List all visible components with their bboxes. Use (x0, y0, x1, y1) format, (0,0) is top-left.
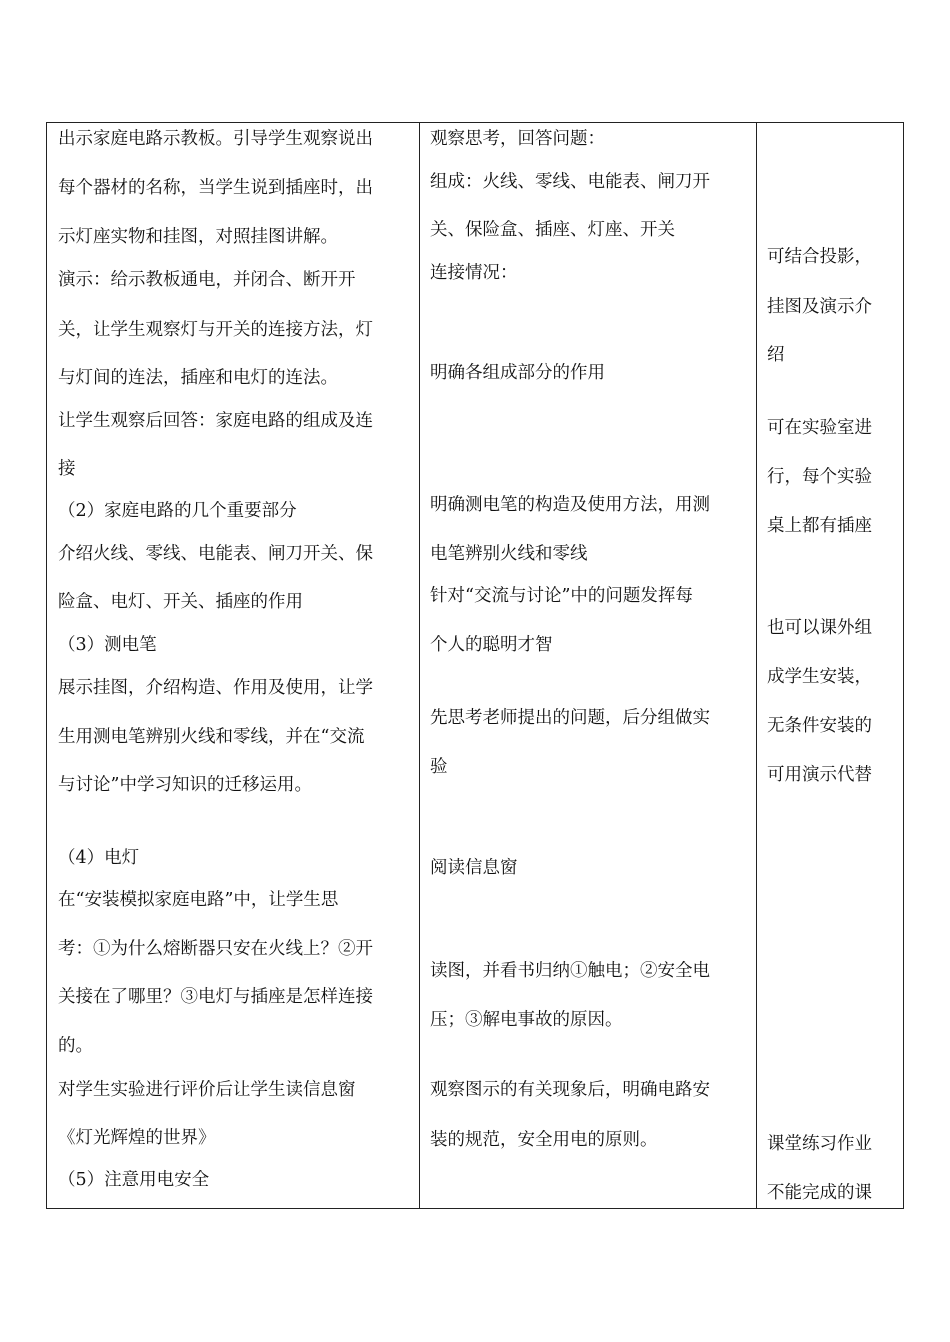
student-line: 针对“交流与讨论”中的问题发挥每 (430, 586, 693, 606)
note-line: 可结合投影， (767, 247, 872, 267)
column-divider (419, 123, 420, 1208)
student-line: 装的规范，安全用电的原则。 (430, 1130, 658, 1150)
student-activity-column (430, 123, 755, 1208)
teacher-line: 《灯光辉煌的世界》 (58, 1128, 216, 1148)
teacher-line: 每个器材的名称，当学生说到插座时，出 (58, 178, 373, 198)
note-line: 不能完成的课 (767, 1183, 872, 1203)
teacher-line: （2）家庭电路的几个重要部分 (58, 501, 297, 521)
column-divider (756, 123, 757, 1208)
teacher-line: 险盒、电灯、开关、插座的作用 (58, 592, 303, 612)
student-line: 个人的聪明才智 (430, 635, 553, 655)
teacher-line: 示灯座实物和挂图，对照挂图讲解。 (58, 227, 338, 247)
student-line: 验 (430, 757, 448, 777)
teacher-line: 对学生实验进行评价后让学生读信息窗 (58, 1080, 356, 1100)
teacher-line: 与灯间的连法，插座和电灯的连法。 (58, 368, 338, 388)
teacher-line: 演示：给示教板通电，并闭合、断开开 (58, 270, 356, 290)
teacher-line: （3）测电笔 (58, 635, 157, 655)
teacher-line: 考：①为什么熔断器只安在火线上？②开 (58, 939, 373, 959)
teacher-line: 与讨论”中学习知识的迁移运用。 (58, 775, 312, 795)
teacher-line: 出示家庭电路示教板。引导学生观察说出 (58, 129, 373, 149)
note-line: 绍 (767, 345, 785, 365)
note-line: 课堂练习作业 (767, 1134, 872, 1154)
teacher-activity-column (58, 123, 418, 1208)
teacher-line: 的。 (58, 1036, 93, 1056)
notes-column (767, 123, 897, 1208)
teacher-line: 接 (58, 459, 76, 479)
teacher-line: 生用测电笔辨别火线和零线，并在“交流 (58, 727, 365, 747)
student-line: 压；③解电事故的原因。 (430, 1010, 623, 1030)
teacher-line: 展示挂图，介绍构造、作用及使用，让学 (58, 678, 373, 698)
note-line: 可用演示代替 (767, 765, 872, 785)
note-line: 也可以课外组 (767, 618, 872, 638)
teacher-line: （5）注意用电安全 (58, 1170, 210, 1190)
student-line: 关、保险盒、插座、灯座、开关 (430, 220, 675, 240)
note-line: 行，每个实验 (767, 467, 872, 487)
student-line: 观察图示的有关现象后，明确电路安 (430, 1080, 710, 1100)
student-line: 电笔辨别火线和零线 (430, 544, 588, 564)
student-line: 阅读信息窗 (430, 858, 518, 878)
note-line: 无条件安装的 (767, 716, 872, 736)
student-line: 读图，并看书归纳①触电；②安全电 (430, 961, 710, 981)
note-line: 挂图及演示介 (767, 297, 872, 317)
teacher-line: 介绍火线、零线、电能表、闸刀开关、保 (58, 544, 373, 564)
teacher-line: （4）电灯 (58, 848, 140, 868)
student-line: 组成：火线、零线、电能表、闸刀开 (430, 172, 710, 192)
student-line: 先思考老师提出的问题，后分组做实 (430, 708, 710, 728)
teacher-line: 关，让学生观察灯与开关的连接方法，灯 (58, 320, 373, 340)
note-line: 成学生安装， (767, 667, 872, 687)
teacher-line: 关接在了哪里？③电灯与插座是怎样连接 (58, 987, 373, 1007)
note-line: 桌上都有插座 (767, 516, 872, 536)
teacher-line: 在“安装模拟家庭电路”中，让学生思 (58, 890, 339, 910)
student-line: 连接情况： (430, 263, 518, 283)
note-line: 可在实验室进 (767, 418, 872, 438)
lesson-table (46, 122, 904, 1209)
student-line: 明确各组成部分的作用 (430, 363, 605, 383)
student-line: 明确测电笔的构造及使用方法，用测 (430, 495, 710, 515)
student-line: 观察思考，回答问题： (430, 129, 605, 149)
teacher-line: 让学生观察后回答：家庭电路的组成及连 (58, 411, 373, 431)
